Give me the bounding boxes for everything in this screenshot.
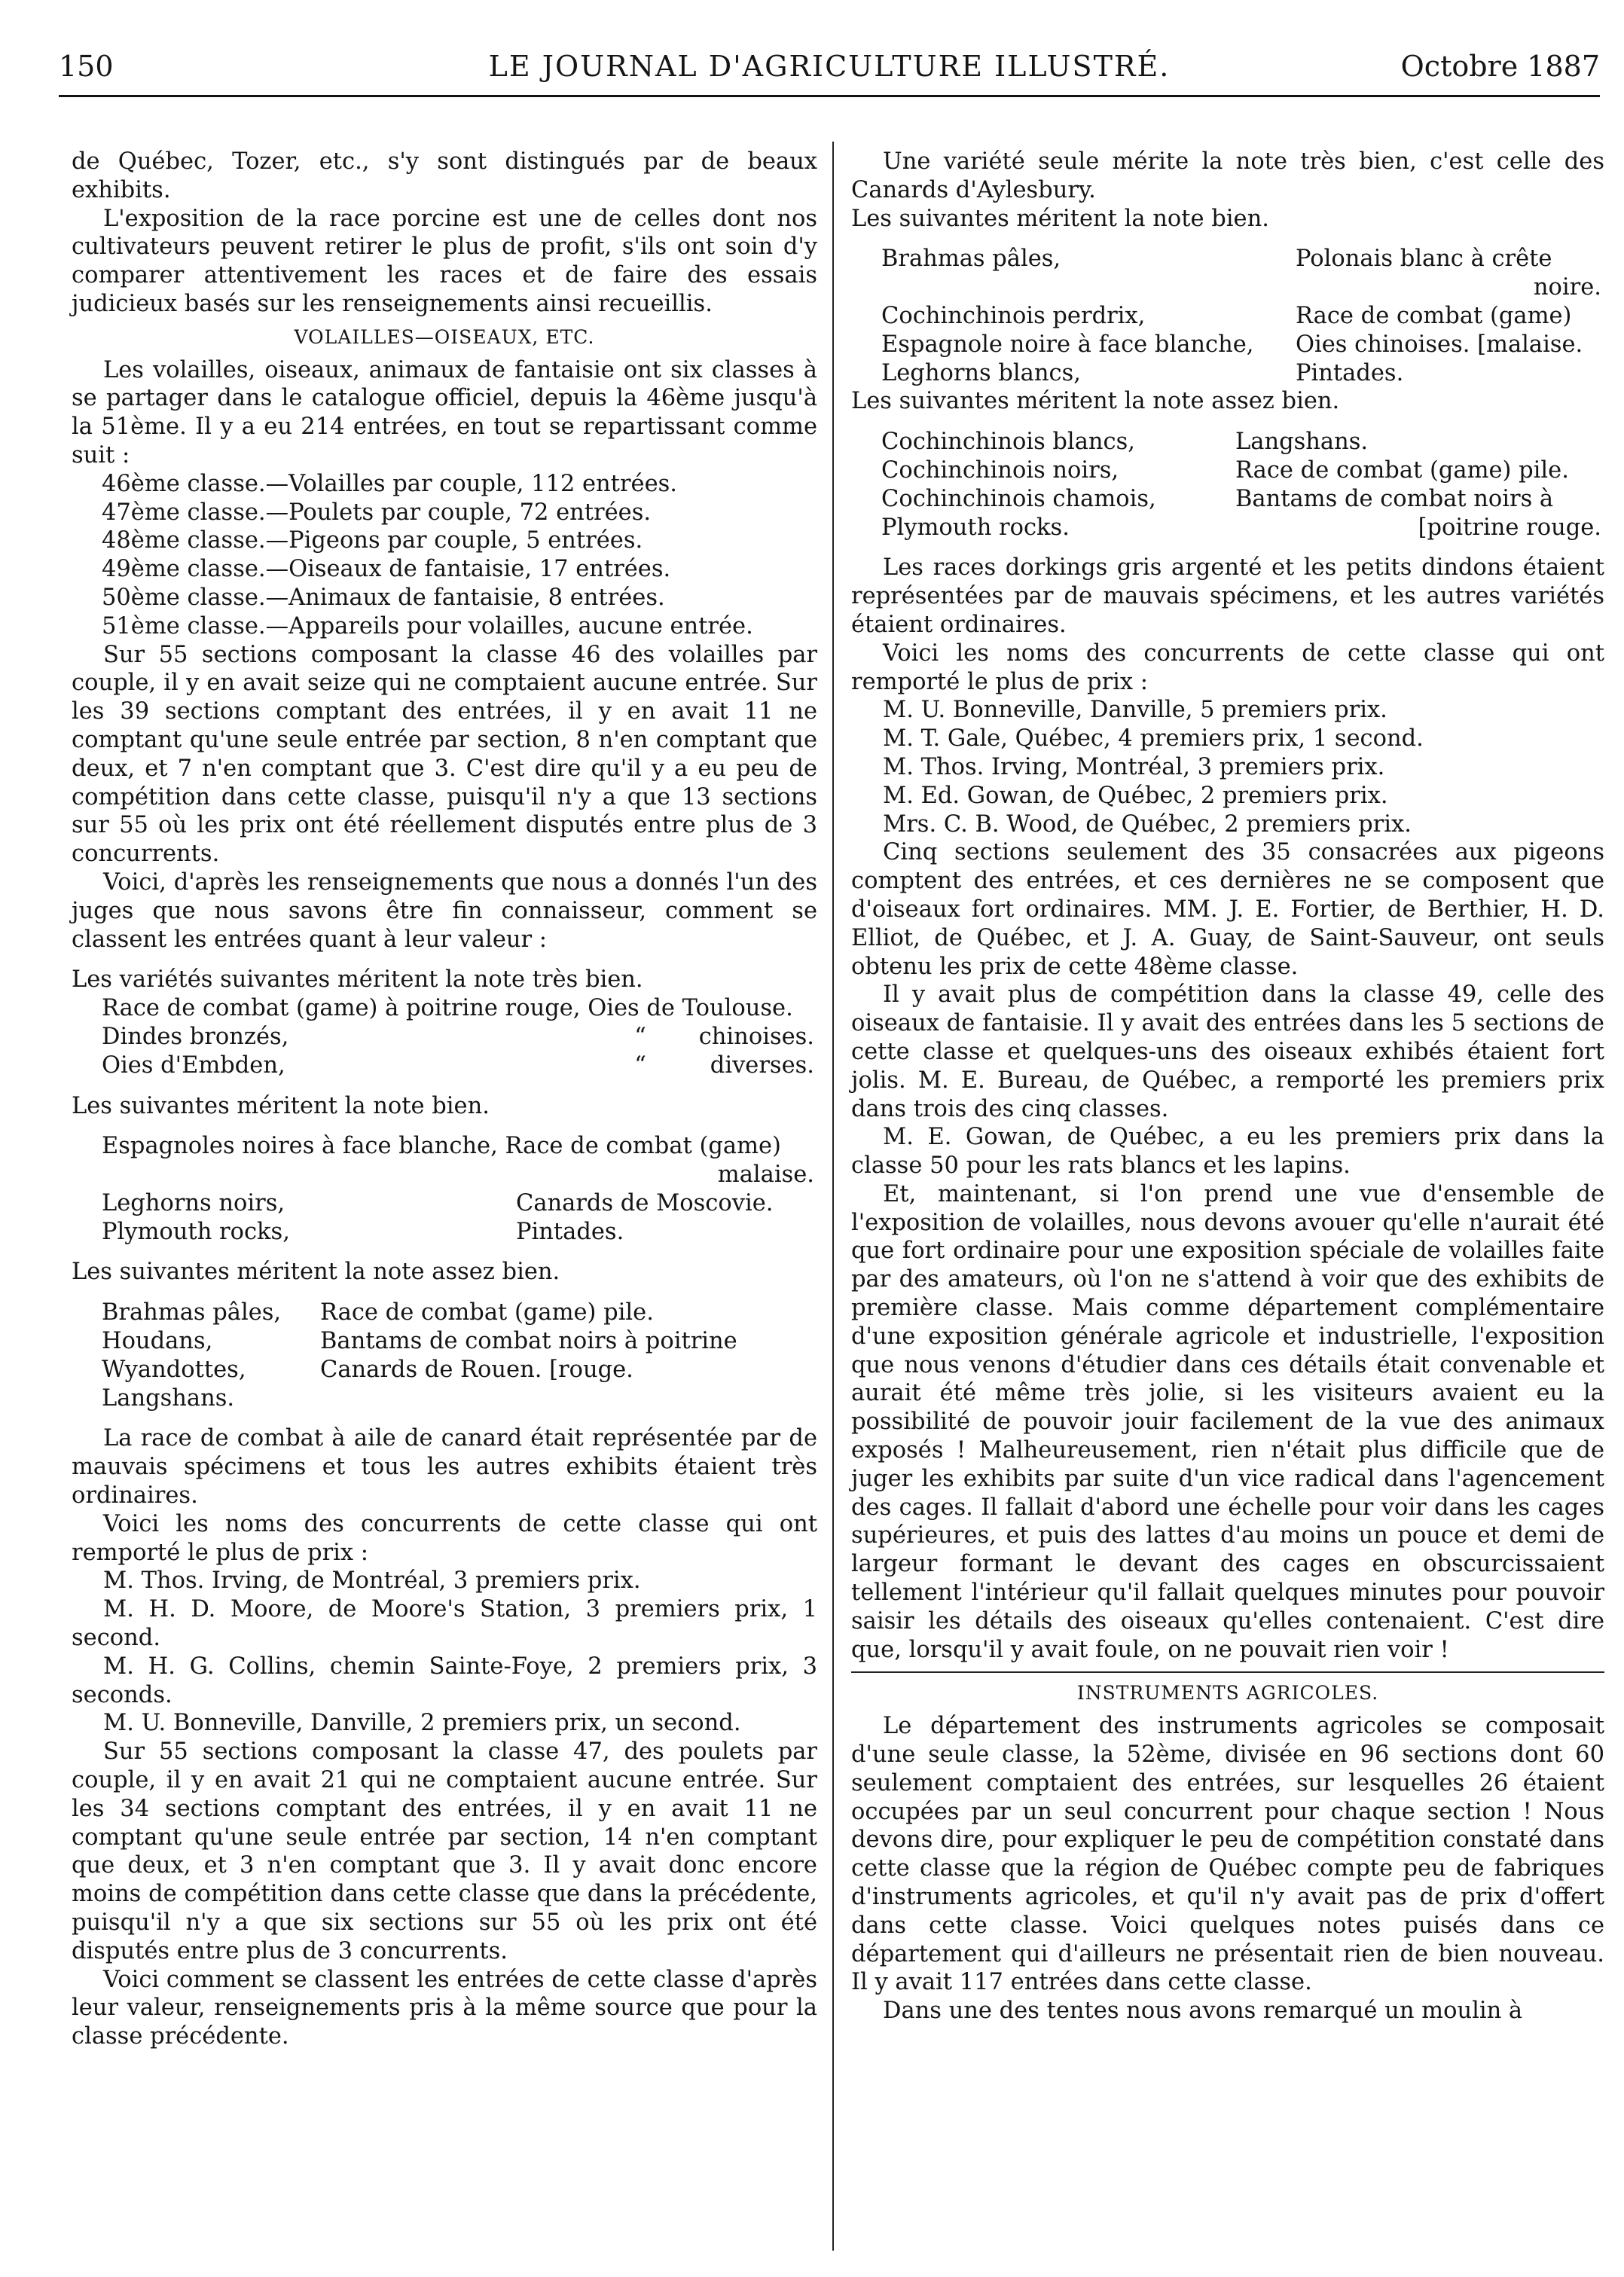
rating-intro: Les suivantes méritent la note assez bien. [72,1259,560,1286]
paragraph: L'exposition de la race porcine est une de celles dont nos cultivateurs peuvent retirer le plus de profit, s'ils ont soin d'y comparer attentivement les races et de faire des essais judicieux basés sur les renseignements ainsi recueillis. [72,205,817,317]
list-item: Plymouth rocks. [881,514,1070,541]
class-list [72,470,817,641]
paragraph: La race de combat à aile de canard était représentée par de mauvais spécimens et tous les autres exhibits étaient très ordinaires. [72,1425,817,1509]
rating-list-assez-bien [851,428,1604,542]
list-item: Race de combat (game) pile. [320,1299,654,1326]
list-item: 46ème classe.—Volailles par couple, 112 entrées. [102,470,677,497]
list-item: Bantams de combat noirs à [1235,485,1554,512]
list-item: Race de combat (game) [1296,302,1572,329]
list-item: Race de combat (game) pile. [1235,456,1569,484]
paragraph: Voici comment se classent les entrées de cette classe d'après leur valeur, renseignements pris à la même source que pour la classe précédente. [72,1966,817,2050]
list-item: Cochinchinois chamois, [881,485,1156,512]
paragraph: Les races dorkings gris argenté et les petits dindons étaient représentées par de mauvais spécimens, et les autres variétés étaient ordinaires. [851,554,1604,638]
paragraph: Sur 55 sections composant la classe 47, des poulets par couple, il y en avait 21 qui ne comptaient aucune entrée. Sur les 34 sections comptant des entrées, il y en avait 11 ne comptant qu'une seule entrée par section, 14 n'en comptant que deux, et 3 n'en comptant que 3. Il y avait donc encore moins de compétition dans cette classe que dans la précédente, puisqu'il n'y a que six sections sur 55 où les prix ont été disputés entre plus de 3 concurrents. [72,1738,817,1964]
list-item: Leghorns noirs, [102,1189,285,1216]
rating-intro: Les suivantes méritent la note bien. [72,1092,490,1119]
rating-list-bien [851,245,1604,387]
list-item: Canards de Rouen. [rouge. [320,1356,633,1383]
paragraph: Il y avait plus de compétition dans la classe 49, celle des oiseaux de fantaisie. Il y avait des entrées dans les 5 sections de cette classe et quelques-uns des oiseaux exhibés étaient fort jolis. M. E. Bureau, de Québec, a remporté les premiers prix dans trois des cinq classes. [851,981,1604,1122]
list-item: Langshans. [102,1384,235,1412]
list-item: Brahmas pâles, [102,1299,282,1326]
page-header [59,50,1600,99]
list-item: noire. [1533,274,1601,301]
paragraph: Voici les noms des concurrents de cette classe qui ont remporté le plus de prix : [72,1510,817,1566]
paragraph: Et, maintenant, si l'on prend une vue d'ensemble de l'exposition de volailles, nous devons avouer qu'elle n'aurait été que fort ordinaire pour une exposition spéciale de volailles faite par des amateurs, où l'on ne s'attend à voir que des exhibits de première classe. Mais comme département complémentaire d'une exposition générale agricole et industrielle, l'exposition que nous venons d'étudier dans ces détails était convenable et aurait été même très jolie, si les visiteurs avaient eu la possibilité de pouvoir jouir facilement de la vue des animaux exposés ! Malheureusement, rien n'était plus difficile que de juger les exhibits par suite d'un vice radical dans l'agencement des cages. Il fallait d'abord une échelle pour voir dans les cages supérieures, et puis des lattes d'au moins un pouce et demi de largeur formant le devant des cages en obscurcissaient tellement l'intérieur qu'il fallait quelques minutes pour pouvoir saisir les détails des oiseaux qu'elles contenaient. C'est dire que, lorsqu'il y avait foule, on ne pouvait rien voir ! [851,1180,1604,1663]
winner-line: M. U. Bonneville, Danville, 2 premiers prix, un second. [103,1710,741,1737]
list-item: 48ème classe.—Pigeons par couple, 5 entrées. [102,527,643,554]
paragraph: Dans une des tentes nous avons remarqué un moulin à [883,1998,1523,2025]
rating-list-bien [72,1189,817,1247]
column-divider [832,142,834,2251]
section-rule [851,1671,1604,1673]
rating-list-assez-bien [72,1299,817,1412]
list-item: Espagnole noire à face blanche, [881,331,1254,358]
list-item: 47ème classe.—Poulets par couple, 72 entrées. [102,499,652,526]
rating-list-tres-bien [72,994,817,1079]
winner-line: M. Ed. Gowan, de Québec, 2 premiers prix. [883,782,1388,809]
list-item: chinoises. [698,1023,814,1050]
ditto-mark: “ [634,1023,646,1050]
rating-intro: Les variétés suivantes méritent la note très bien. [72,966,643,994]
list-item [320,1384,817,1413]
winner-line: M. Thos. Irving, de Montréal, 3 premiers prix. [103,1567,641,1595]
list-item: 51ème classe.—Appareils pour volailles, aucune entrée. [102,612,753,639]
section-heading: INSTRUMENTS AGRICOLES. [1076,1682,1379,1705]
list-item [881,273,1288,302]
list-item: Espagnoles noires à face blanche, Race de combat (game) [102,1133,781,1160]
paragraph: Sur 55 sections composant la classe 46 des volailles par couple, il y en avait seize qui ne comptaient aucune entrée. Sur les 39 sections comptant des entrées, il y en avait 11 ne comptant qu'une seule entrée par section, 8 n'en comptant que deux, et 7 n'en comptant que 3. C'est dire qu'il y a eu peu de compétition dans cette classe, puisqu'il n'y a que 13 sections sur 55 où les prix ont été réellement disputés entre plus de 3 concurrents. [72,641,817,868]
paragraph: de Québec, Tozer, etc., s'y sont distingués par de beaux exhibits. [72,148,817,203]
list-item: Cochinchinois blancs, [881,429,1135,456]
winner-line: M. Thos. Irving, Montréal, 3 premiers prix. [883,753,1385,780]
list-item: Pintades. [1296,359,1404,386]
paragraph: M. E. Gowan, de Québec, a eu les premiers prix dans la classe 50 pour les rats blancs et les lapins. [851,1124,1604,1180]
list-item: Plymouth rocks, [102,1218,290,1245]
journal-title: LE JOURNAL D'AGRICULTURE ILLUSTRÉ. [488,50,1171,83]
header-rule [59,95,1600,97]
list-item: 49ème classe.—Oiseaux de fantaisie, 17 entrées. [102,556,671,583]
list-item: Cochinchinois noirs, [881,456,1119,484]
paragraph: Voici, d'après les renseignements que nous a donnés l'un des juges que nous savons être fin connaisseur, comment se classent les entrées quant à leur valeur : [72,868,817,953]
list-item: Cochinchinois perdrix, [881,302,1146,329]
winner-line: M. T. Gale, Québec, 4 premiers prix, 1 second. [883,725,1424,752]
winner-line: M. H. D. Moore, de Moore's Station, 3 premiers prix, 1 second. [72,1596,817,1652]
list-item: Langshans. [1235,429,1369,456]
left-column [72,148,817,2051]
list-item: Wyandottes, [102,1356,246,1383]
list-item: Brahmas pâles, [881,246,1061,273]
list-item: Dindes bronzés, [102,1023,289,1050]
list-item: 50ème classe.—Animaux de fantaisie, 8 entrées. [102,584,665,611]
list-item: Leghorns blancs, [881,359,1081,386]
list-item: Bantams de combat noirs à poitrine [320,1328,737,1355]
list-item: Canards de Moscovie. [516,1189,774,1216]
rating-intro: Les suivantes méritent la note assez bien. [851,388,1340,415]
list-item: diverses. [710,1052,814,1079]
paragraph: Une variété seule mérite la note très bien, c'est celle des Canards d'Aylesbury. [851,148,1604,203]
winner-line: Mrs. C. B. Wood, de Québec, 2 premiers prix. [883,810,1412,838]
list-item: Oies d'Embden, [102,1052,285,1079]
paragraph: Les volailles, oiseaux, animaux de fantaisie ont six classes à se partager dans le catalogue officiel, depuis la 46ème jusqu'à la 51ème. Il y a eu 214 entrées, en tout se repartissant comme suit : [72,356,817,469]
list-item: Pintades. [516,1218,624,1245]
ditto-mark: “ [634,1052,646,1079]
list-item: Polonais blanc à crête [1296,246,1552,273]
section-heading: VOLAILLES—OISEAUX, ETC. [294,325,595,348]
list-item: Race de combat (game) à poitrine rouge, Oies de Toulouse. [102,995,793,1022]
paragraph: Cinq sections seulement des 35 consacrées aux pigeons comptent des entrées, et ces dernières ne se composent que d'oiseaux fort ordinaires. MM. J. E. Fortier, de Berthier, H. D. Elliot, de Québec, et J. A. Guay, de Saint-Sauveur, ont seuls obtenu les prix de cette 48ème classe. [851,839,1604,980]
list-item: Oies chinoises. [malaise. [1296,331,1583,358]
issue-date: Octobre 1887 [1400,50,1600,83]
rating-intro: Les suivantes méritent la note bien. [851,205,1269,232]
list-item: Houdans, [102,1328,213,1355]
paragraph: Le département des instruments agricoles se composait d'une seule classe, la 52ème, divisée en 96 sections dont 60 seulement comptaient des entrées, sur lesquelles 26 étaient occupées par un seul concurrent pour chaque section ! Nous devons dire, pour expliquer le peu de compétition constaté dans cette classe que la région de Québec compte peu de fabriques d'instruments agricoles, et qu'il n'y avait pas de prix d'offert dans cette classe. Voici quelques notes puisés dans ce département qui d'ailleurs ne présentait rien de bien nouveau. Il y avait 117 entrées dans cette classe. [851,1713,1604,1996]
list-item: [poitrine rouge. [1418,514,1601,541]
winner-line: M. U. Bonneville, Danville, 5 premiers prix. [883,697,1387,724]
winner-line: M. H. G. Collins, chemin Sainte-Foye, 2 premiers prix, 3 seconds. [72,1653,817,1708]
list-item: malaise. [717,1161,814,1189]
page-number: 150 [59,50,114,83]
paragraph: Voici les noms des concurrents de cette classe qui ont remporté le plus de prix : [851,639,1604,695]
right-column [851,148,1604,2025]
